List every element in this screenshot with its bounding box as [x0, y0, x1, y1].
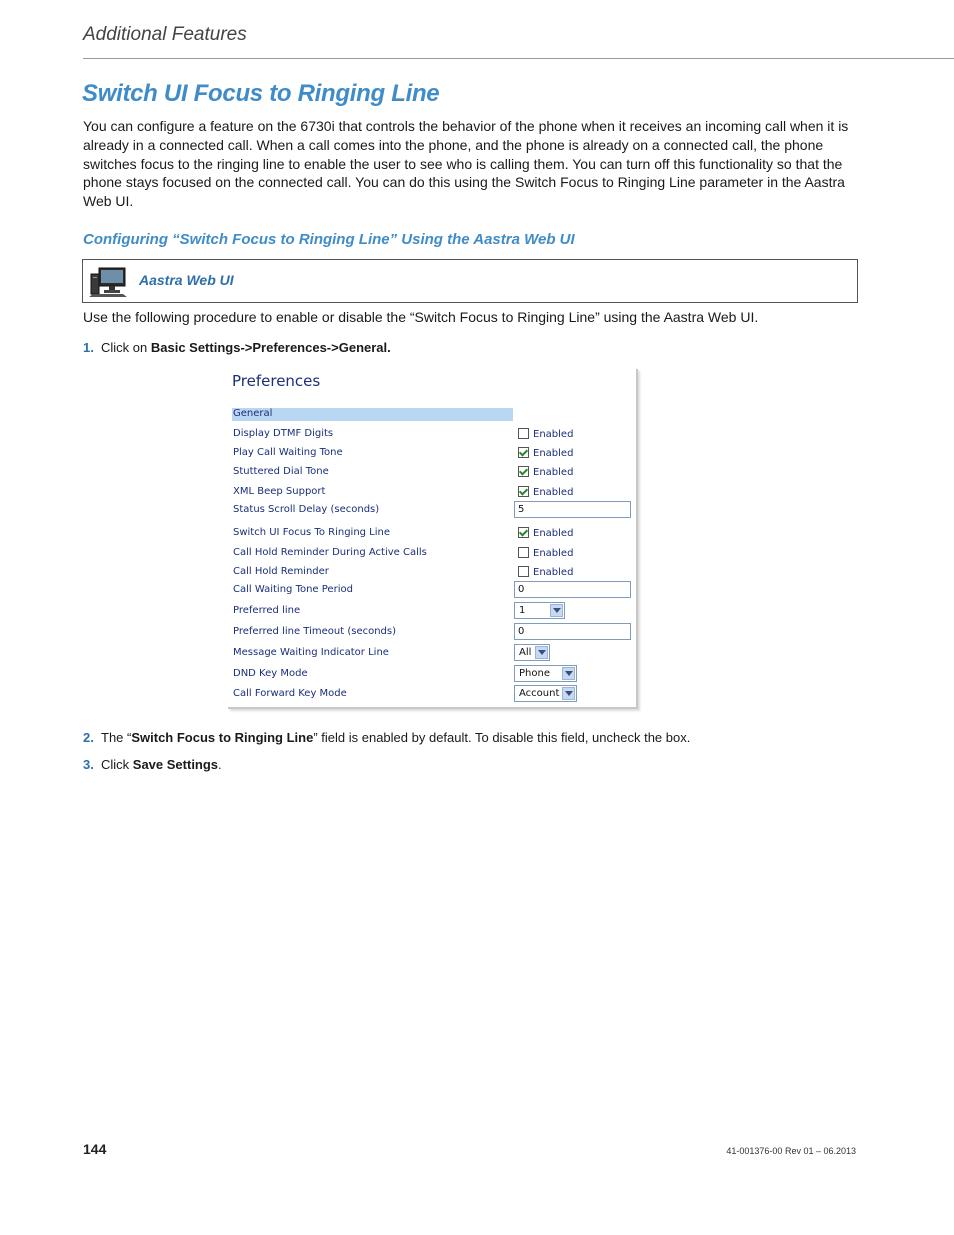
web-ui-label: Aastra Web UI — [139, 272, 234, 288]
pref-label: Call Hold Reminder — [233, 566, 329, 577]
pref-select-value: All — [519, 647, 532, 658]
pref-checkbox[interactable] — [518, 466, 529, 477]
step-number: 3. — [83, 757, 94, 772]
pref-row-display-dtmf — [228, 425, 636, 445]
document-id: 41-001376-00 Rev 01 – 06.2013 — [726, 1146, 856, 1156]
web-ui-callout — [82, 259, 858, 303]
pref-label: Preferred line Timeout (seconds) — [233, 626, 397, 637]
pref-label: Stuttered Dial Tone — [233, 466, 329, 477]
pref-label: Play Call Waiting Tone — [233, 447, 343, 458]
pref-row-mwi-line — [228, 644, 636, 664]
chevron-down-icon — [535, 646, 548, 659]
pref-label: Call Forward Key Mode — [233, 688, 347, 699]
pref-row-call-waiting-period — [228, 581, 636, 601]
step-number: 2. — [83, 730, 94, 745]
header-rule — [83, 58, 954, 59]
pref-select[interactable] — [514, 602, 565, 619]
pref-checkbox[interactable] — [518, 527, 529, 538]
step-number: 1. — [83, 340, 94, 355]
pref-text-input[interactable]: 5 — [514, 501, 631, 518]
pref-label: Call Waiting Tone Period — [233, 584, 353, 595]
pref-row-preferred-line — [228, 602, 636, 622]
pref-checkbox[interactable] — [518, 428, 529, 439]
pref-checkbox-label: Enabled — [533, 528, 574, 539]
pref-label: Status Scroll Delay (seconds) — [233, 504, 380, 515]
chevron-down-icon — [562, 687, 575, 700]
pref-row-stuttered-dial-tone — [228, 463, 636, 483]
pref-row-call-forward-key-mode — [228, 685, 636, 705]
step-bold-text: Switch Focus to Ringing Line — [131, 730, 314, 745]
pref-checkbox-label: Enabled — [533, 467, 574, 478]
pref-checkbox-label: Enabled — [533, 548, 574, 559]
page-title: Switch UI Focus to Ringing Line — [82, 80, 440, 107]
running-header: Additional Features — [83, 24, 247, 45]
pref-label: XML Beep Support — [233, 486, 326, 497]
pref-select[interactable] — [514, 685, 577, 702]
pref-row-call-waiting-tone — [228, 444, 636, 464]
pref-row-dnd-key-mode — [228, 665, 636, 685]
pref-checkbox[interactable] — [518, 547, 529, 558]
computer-icon — [89, 266, 129, 298]
preferences-section-band — [232, 408, 513, 421]
pref-checkbox[interactable] — [518, 486, 529, 497]
pref-row-hold-reminder-active — [228, 544, 636, 564]
pref-select[interactable] — [514, 665, 577, 682]
section-subheading: Configuring “Switch Focus to Ringing Line” Using the Aastra Web UI — [83, 231, 575, 248]
procedure-intro: Use the following procedure to enable or disable the “Switch Focus to Ringing Line” using the Aastra Web UI. — [83, 309, 759, 325]
step-text: ” field is enabled by default. To disable this field, uncheck the box. — [313, 730, 691, 745]
pref-row-switch-ui-focus — [228, 524, 636, 544]
pref-select-value: Phone — [519, 668, 550, 679]
pref-row-preferred-line-timeout — [228, 623, 636, 643]
pref-checkbox-label: Enabled — [533, 567, 574, 578]
preferences-screenshot — [228, 369, 638, 709]
pref-text-input[interactable]: 0 — [514, 623, 631, 640]
step-3 — [83, 757, 222, 772]
pref-select-value: 1 — [519, 605, 526, 616]
step-text: Click on — [101, 340, 151, 355]
step-bold-text: Basic Settings->Preferences->General. — [150, 340, 391, 355]
pref-select[interactable] — [514, 644, 550, 661]
step-text: The “ — [101, 730, 132, 745]
intro-paragraph: You can configure a feature on the 6730i that controls the behavior of the phone when it receives an incoming call when it is already in a connected call. When a call comes into the phone, and the phone is already on a connected call, the phone switches focus to the ringing line to enable the user to see who is calling them. You can turn off this functionality so that the phone stays focused on the connected call. You can do this using the Switch Focus to Ringing Line parameter in the Aastra Web UI. — [83, 118, 849, 210]
pref-select-value: Account — [519, 688, 560, 699]
pref-label: Preferred line — [233, 605, 301, 616]
step-text: . — [218, 757, 222, 772]
pref-label: Call Hold Reminder During Active Calls — [233, 547, 427, 558]
step-2 — [83, 730, 690, 745]
chevron-down-icon — [562, 667, 575, 680]
pref-row-status-scroll-delay — [228, 501, 636, 521]
step-1 — [83, 340, 391, 355]
chevron-down-icon — [550, 604, 563, 617]
pref-checkbox[interactable] — [518, 447, 529, 458]
preferences-title: Preferences — [232, 372, 321, 390]
pref-label: Message Waiting Indicator Line — [233, 647, 389, 658]
pref-label: Switch UI Focus To Ringing Line — [233, 527, 391, 538]
preferences-section-label: General — [233, 408, 273, 419]
pref-checkbox[interactable] — [518, 566, 529, 577]
pref-row-xml-beep — [228, 483, 636, 503]
step-text: Click — [101, 757, 133, 772]
pref-checkbox-label: Enabled — [533, 429, 574, 440]
step-bold-text: Save Settings — [132, 757, 219, 772]
pref-label: Display DTMF Digits — [233, 428, 334, 439]
page-number: 144 — [83, 1141, 107, 1157]
pref-row-hold-reminder — [228, 563, 636, 583]
pref-text-input[interactable]: 0 — [514, 581, 631, 598]
pref-label: DND Key Mode — [233, 668, 308, 679]
pref-checkbox-label: Enabled — [533, 487, 574, 498]
pref-checkbox-label: Enabled — [533, 448, 574, 459]
